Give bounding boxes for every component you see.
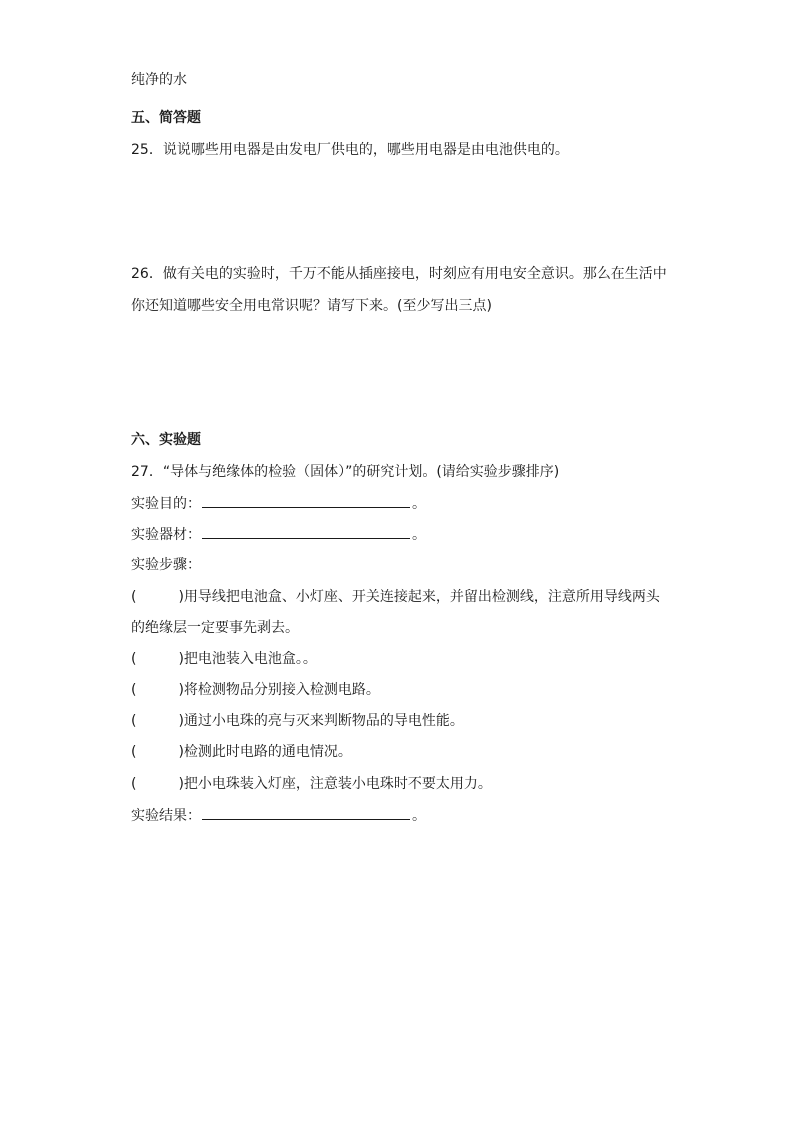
step-4-open-paren: ( xyxy=(131,713,137,729)
step-6-text: )把小电珠装入灯座，注意装小电珠时不要太用力。 xyxy=(178,776,492,792)
section-6-heading: 六、实验题 xyxy=(131,432,201,448)
step-3-open-paren: ( xyxy=(131,682,137,698)
step-6-row xyxy=(131,774,492,794)
prev-answer-fragment: 纯净的水 xyxy=(131,72,187,88)
result-blank[interactable] xyxy=(202,805,410,820)
materials-blank[interactable] xyxy=(202,524,410,539)
section-5-heading: 五、简答题 xyxy=(131,110,201,126)
result-row xyxy=(131,805,426,826)
step-6-open-paren: ( xyxy=(131,776,137,792)
result-label: 实验结果： xyxy=(131,808,201,824)
purpose-blank[interactable] xyxy=(202,493,410,508)
question-26-line-1: 26．做有关电的实验时，千万不能从插座接电，时刻应有用电安全意识。那么在生活中 xyxy=(131,266,667,282)
step-1-text: )用导线把电池盒、小灯座、开关连接起来，并留出检测线，注意所用导线两头 xyxy=(178,589,660,605)
purpose-period: 。 xyxy=(412,496,426,512)
step-4-row xyxy=(131,711,464,731)
question-27: 27．“导体与绝缘体的检验（固体）”的研究计划。(请给实验步骤排序) xyxy=(131,464,560,480)
step-1-continuation: 的绝缘层一定要事先剥去。 xyxy=(131,620,299,636)
question-25: 25．说说哪些用电器是由发电厂供电的，哪些用电器是由电池供电的。 xyxy=(131,142,569,158)
step-5-text: )检测此时电路的通电情况。 xyxy=(178,744,352,760)
purpose-label: 实验目的： xyxy=(131,496,201,512)
step-2-row xyxy=(131,649,317,669)
step-1-row xyxy=(131,587,660,607)
purpose-row xyxy=(131,493,426,514)
step-2-text: )把电池装入电池盒。。 xyxy=(178,651,317,667)
step-2-open-paren: ( xyxy=(131,651,137,667)
materials-period: 。 xyxy=(412,527,426,543)
steps-label: 实验步骤： xyxy=(131,557,201,573)
materials-row xyxy=(131,524,426,545)
step-4-text: )通过小电珠的亮与灭来判断物品的导电性能。 xyxy=(178,713,464,729)
step-1-open-paren: ( xyxy=(131,589,137,605)
materials-label: 实验器材： xyxy=(131,527,201,543)
step-3-row xyxy=(131,680,380,700)
step-5-open-paren: ( xyxy=(131,744,137,760)
step-5-row xyxy=(131,742,352,762)
step-3-text: )将检测物品分别接入检测电路。 xyxy=(178,682,380,698)
question-26-line-2: 你还知道哪些安全用电常识呢？请写下来。(至少写出三点) xyxy=(131,298,492,314)
result-period: 。 xyxy=(412,808,426,824)
